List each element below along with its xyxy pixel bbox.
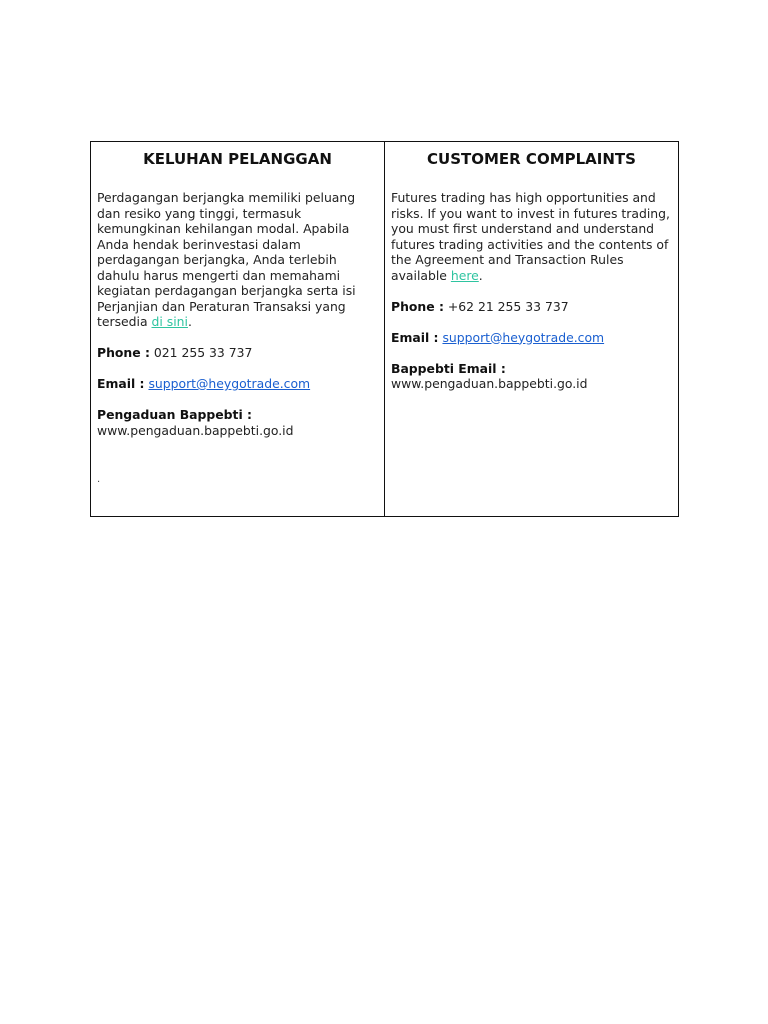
complaint-url: www.pengaduan.bappebti.go.id [97, 422, 294, 438]
indonesian-intro [97, 190, 378, 330]
indonesian-phone [97, 345, 378, 361]
complaints-table [90, 141, 679, 517]
english-heading: CUSTOMER COMPLAINTS [427, 150, 636, 168]
phone-value: 021 255 33 737 [149, 345, 253, 360]
complaint-url: www.pengaduan.bappebti.go.id [391, 376, 588, 391]
trailing-mark: . [97, 474, 101, 485]
email-link[interactable]: support@heygotrade.com [442, 329, 605, 345]
indonesian-email [97, 376, 378, 392]
email-label: Email : [391, 329, 439, 345]
phone-value: +62 21 255 33 737 [443, 298, 569, 314]
complaint-label: Bappebti Email : [391, 360, 506, 376]
indonesian-column [91, 142, 385, 516]
phone-label: Phone : [391, 298, 444, 314]
english-intro [391, 190, 672, 283]
english-email [391, 330, 672, 346]
here-link[interactable]: here [450, 267, 479, 283]
english-phone [391, 299, 672, 315]
english-complaint [391, 361, 672, 392]
english-intro-end: . [478, 267, 483, 283]
indonesian-intro-end: . [187, 314, 192, 329]
disini-link[interactable]: di sini [151, 314, 188, 329]
email-link[interactable]: support@heygotrade.com [148, 376, 311, 391]
indonesian-heading: KELUHAN PELANGGAN [143, 150, 332, 168]
complaint-label: Pengaduan Bappebti : [97, 407, 252, 422]
indonesian-complaint [97, 407, 378, 438]
english-intro-text: Futures trading has high opportunities and risks. If you want to invest in futures trading, you must first understand and understand futures trading activities and the contents of the Agreement and Transaction Rules available [391, 190, 670, 283]
indonesian-intro-text: Perdagangan berjangka memiliki peluang dan resiko yang tinggi, termasuk kemungkinan kehilangan modal. Apabila Anda hendak berinvestasi dalam perdagangan berjangka, Anda terlebih dahulu harus mengerti dan memahami kegiatan perdagangan berjangka serta isi Perjanjian dan Peraturan Transaksi yang tersedia [97, 190, 356, 329]
email-label: Email : [97, 376, 145, 391]
phone-label: Phone : [97, 345, 150, 360]
english-column [385, 142, 678, 516]
